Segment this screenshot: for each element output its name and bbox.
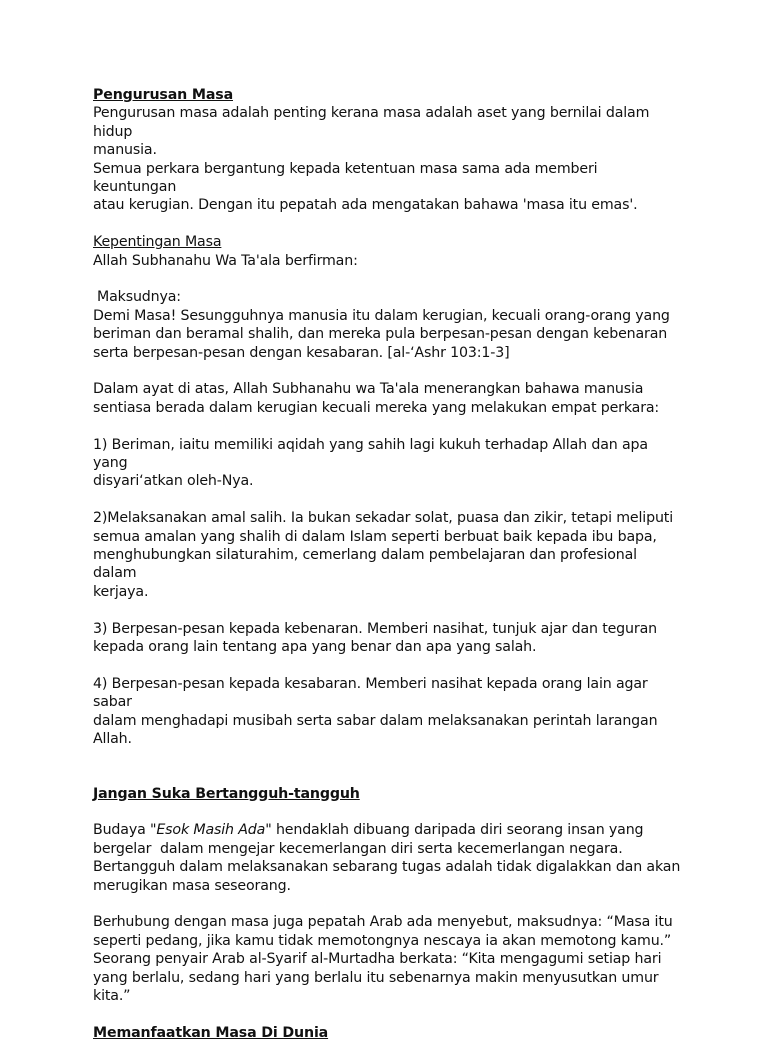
italic-phrase: Esok Masih Ada xyxy=(156,822,266,839)
spacer xyxy=(93,895,683,913)
body-line: Berhubung dengan masa juga pepatah Arab ada menyebut, maksudnya: “Masa itu xyxy=(93,914,673,931)
body-line: bergelar dalam mengejar kecemerlangan diri serta kecemerlangan negara. xyxy=(93,840,623,857)
list-item-line: kerjaya. xyxy=(93,583,149,600)
list-item-line: 3) Berpesan-pesan kepada kebenaran. Memberi nasihat, tunjuk ajar dan teguran xyxy=(93,620,657,637)
body-line: Pengurusan masa adalah penting kerana masa adalah aset yang bernilai dalam hidup xyxy=(93,105,650,140)
body-line: Dalam ayat di atas, Allah Subhanahu wa Ta'ala menerangkan bahawa manusia xyxy=(93,381,644,398)
spacer xyxy=(93,803,683,821)
body-line: seperti pedang, jika kamu tidak memotongnya nescaya ia akan memotong kamu.” xyxy=(93,932,672,949)
list-item-line: kepada orang lain tentang apa yang benar dan apa yang salah. xyxy=(93,639,537,656)
list-item-line: 2)Melaksanakan amal salih. Ia bukan sekadar solat, puasa dan zikir, tetapi meliputi xyxy=(93,510,673,527)
list-item-line: disyari‘atkan oleh-Nya. xyxy=(93,473,254,490)
verse-line: Demi Masa! Sesungguhnya manusia itu dalam kerugian, kecuali orang-orang yang xyxy=(93,307,670,324)
text-run: " hendaklah dibuang daripada diri seorang insan yang xyxy=(265,822,644,839)
spacer xyxy=(93,1005,683,1023)
verse-line: serta berpesan-pesan dengan kesabaran. [al-‘Ashr 103:1-3] xyxy=(93,344,510,361)
heading-jangan-bertangguh: Jangan Suka Bertangguh-tangguh xyxy=(93,785,360,802)
heading-kepentingan-masa: Kepentingan Masa xyxy=(93,234,222,251)
spacer xyxy=(93,215,683,233)
spacer xyxy=(93,362,683,380)
heading-memanfaatkan-masa: Memanfaatkan Masa Di Dunia xyxy=(93,1024,329,1041)
spacer xyxy=(93,657,683,675)
list-item-line: 4) Berpesan-pesan kepada kesabaran. Memberi nasihat kepada orang lain agar sabar xyxy=(93,675,648,711)
spacer xyxy=(93,749,683,785)
list-item-line: dalam menghadapi musibah serta sabar dalam melaksanakan perintah larangan Allah. xyxy=(93,712,658,748)
body-line: Seorang penyair Arab al-Syarif al-Murtadha berkata: “Kita mengagumi setiap hari xyxy=(93,951,662,968)
verse-line: beriman dan beramal shalih, dan mereka pula berpesan-pesan dengan kebenaran xyxy=(93,326,668,343)
body-line: Semua perkara bergantung kepada ketentuan masa sama ada memberi keuntungan xyxy=(93,160,598,196)
body-line: Allah Subhanahu Wa Ta'ala berfirman: xyxy=(93,252,358,269)
body-line: yang berlalu, sedang hari yang berlalu itu sebenarnya makin menyusutkan umur kita.” xyxy=(93,969,659,1004)
body-line: manusia. xyxy=(93,142,157,159)
list-item-line: 1) Beriman, iaitu memiliki aqidah yang sahih lagi kukuh terhadap Allah dan apa yang xyxy=(93,436,648,472)
list-item-line: semua amalan yang shalih di dalam Islam seperti berbuat baik kepada ibu bapa, xyxy=(93,528,657,545)
spacer xyxy=(93,601,683,619)
maksudnya-label: Maksudnya: xyxy=(97,289,181,306)
body-line: atau kerugian. Dengan itu pepatah ada mengatakan bahawa 'masa itu emas'. xyxy=(93,197,638,214)
body-line: Bertangguh dalam melaksanakan sebarang tugas adalah tidak digalakkan dan akan xyxy=(93,859,681,876)
list-item-line: menghubungkan silaturahim, cemerlang dalam pembelajaran dan profesional dalam xyxy=(93,547,637,582)
body-line xyxy=(93,821,683,839)
body-line: sentiasa berada dalam kerugian kecuali mereka yang melakukan empat perkara: xyxy=(93,399,660,416)
document-page xyxy=(93,86,683,1042)
spacer xyxy=(93,417,683,435)
text-run: Budaya " xyxy=(93,822,157,839)
heading-pengurusan-masa: Pengurusan Masa xyxy=(93,87,233,103)
body-line: merugikan masa seseorang. xyxy=(93,877,291,894)
spacer xyxy=(93,270,683,288)
spacer xyxy=(93,491,683,509)
